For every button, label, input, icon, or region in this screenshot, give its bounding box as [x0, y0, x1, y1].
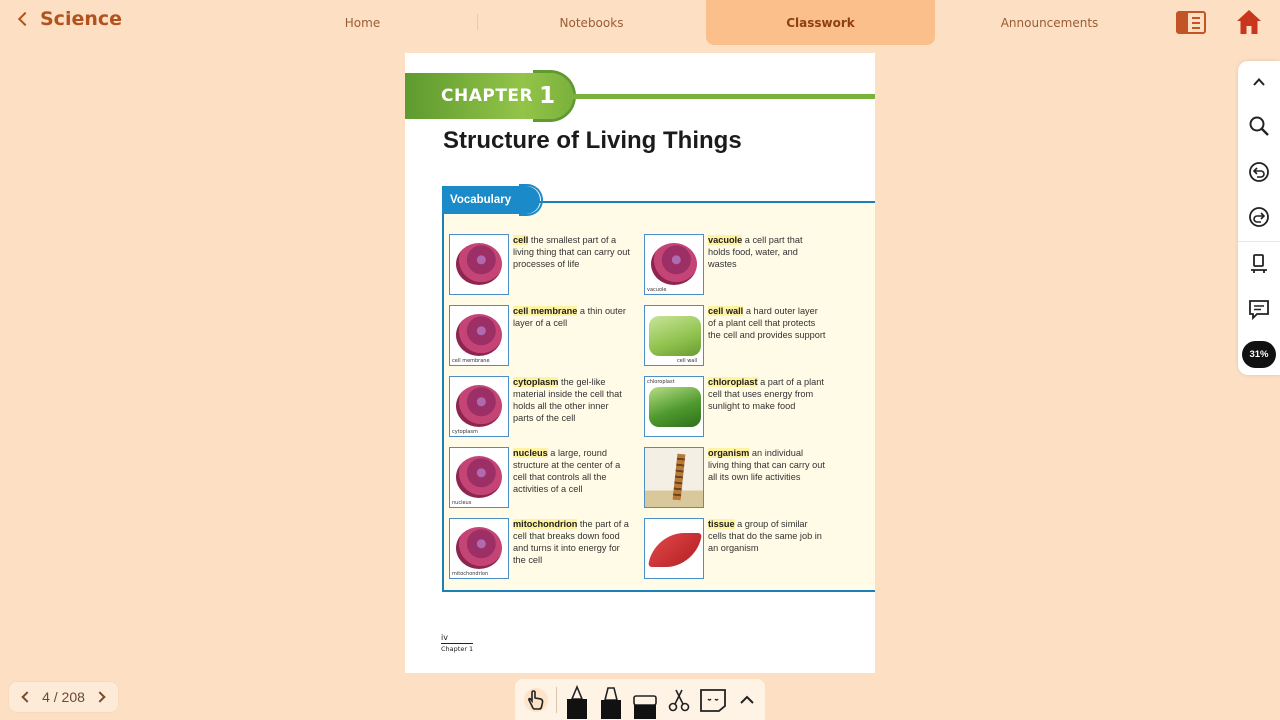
page-counter: 4 / 208 — [42, 689, 85, 705]
comment-icon[interactable] — [1247, 297, 1271, 321]
next-page-button[interactable] — [94, 689, 110, 705]
vocab-term: cytoplasm — [513, 377, 559, 387]
eraser-icon[interactable] — [628, 681, 662, 719]
pen-icon[interactable] — [560, 681, 594, 719]
vocab-term: organism — [708, 448, 750, 458]
chevron-right-icon — [95, 691, 106, 702]
vocab-definition: organism an individual living thing that can carry out all its own life activities — [708, 448, 825, 482]
vocab-definition: nucleus a large, round structure at the center of a cell that controls all the activities of a cell — [513, 448, 621, 494]
previous-page-button[interactable] — [17, 689, 33, 705]
undo-icon[interactable] — [1247, 160, 1271, 184]
vocab-entry-chloroplast — [644, 376, 839, 447]
vocab-entry-cell-wall — [644, 305, 839, 376]
back-button[interactable] — [14, 8, 122, 30]
vocab-entry-cell — [449, 234, 644, 305]
bottom-toolbar — [515, 679, 765, 720]
chevron-up-icon[interactable] — [1247, 70, 1271, 94]
chapter-banner — [405, 73, 573, 119]
giraffe-image — [644, 447, 704, 508]
home-icon[interactable] — [1236, 9, 1262, 35]
page-chapter-footer: Chapter 1 — [441, 645, 474, 653]
vocab-definition: cell wall a hard outer layer of a plant cell that protects the cell and provides support — [708, 306, 826, 340]
vocab-term: cell wall — [708, 306, 744, 316]
vocab-term: cell membrane — [513, 306, 578, 316]
vocab-definition: cytoplasm the gel-like material inside the cell that holds all the other inner parts of the cell — [513, 377, 622, 423]
vocab-entry-mitochondrion — [449, 518, 644, 589]
presenter-icon[interactable] — [1247, 252, 1271, 276]
hand-pointer-icon[interactable] — [519, 681, 553, 719]
vocab-term: tissue — [708, 519, 735, 529]
page-folio: iv — [441, 633, 473, 644]
page-title: Structure of Living Things — [443, 127, 742, 154]
vacuole-image: vacuole — [644, 234, 704, 295]
scissors-icon[interactable] — [662, 681, 696, 719]
vocab-definition: cell the smallest part of a living thing that can carry out processes of life — [513, 235, 630, 269]
chapter-number: 1 — [539, 83, 556, 109]
mitochondrion-image: mitochondrion — [449, 518, 509, 579]
search-icon[interactable] — [1247, 114, 1271, 138]
vocab-entry-cytoplasm — [449, 376, 644, 447]
tab-notebooks[interactable]: Notebooks — [477, 0, 706, 45]
vocab-definition: tissue a group of similar cells that do the same job in an organism — [708, 519, 822, 553]
vocab-definition: chloroplast a part of a plant cell that uses energy from sunlight to make food — [708, 377, 824, 411]
vocab-entry-vacuole — [644, 234, 839, 305]
toolbar-divider — [556, 687, 557, 713]
zoom-level-badge[interactable]: 31% — [1242, 341, 1276, 368]
chapter-word: CHAPTER — [441, 86, 534, 106]
subject-title: Science — [40, 8, 123, 30]
vocab-term: chloroplast — [708, 377, 758, 387]
chapter-rule — [573, 94, 875, 99]
cell-wall-image: cell wall — [644, 305, 704, 366]
nav-tabs — [248, 0, 1164, 45]
vocab-entry-nucleus — [449, 447, 644, 518]
chloroplast-image: chloroplast — [644, 376, 704, 437]
vocab-term: mitochondrion — [513, 519, 578, 529]
vocab-term: cell — [513, 235, 529, 245]
chevron-left-icon — [18, 12, 32, 26]
cell-image — [449, 234, 509, 295]
chevron-left-icon — [21, 691, 32, 702]
tab-home[interactable]: Home — [344, 15, 381, 30]
vocab-term: nucleus — [513, 448, 548, 458]
highlighter-icon[interactable] — [594, 681, 628, 719]
page-navigator — [9, 682, 118, 712]
sticky-note-icon[interactable] — [696, 681, 730, 719]
cell-membrane-image: cell membrane — [449, 305, 509, 366]
redo-icon[interactable] — [1247, 205, 1271, 229]
vocabulary-list — [449, 234, 849, 589]
right-toolbar — [1238, 61, 1280, 375]
nucleus-image: nucleus — [449, 447, 509, 508]
book-page — [405, 53, 875, 673]
tab-announcements[interactable]: Announcements — [1000, 15, 1099, 30]
vocab-definition: cell membrane a thin outer layer of a cell — [513, 306, 626, 328]
vocab-entry-organism — [644, 447, 839, 518]
vocab-entry-tissue — [644, 518, 839, 589]
vocab-definition: vacuole a cell part that holds food, water, and wastes — [708, 235, 803, 269]
vocab-term: vacuole — [708, 235, 743, 245]
vocab-definition: mitochondrion the part of a cell that breaks down food and turns it into energy for the cell — [513, 519, 629, 565]
tissue-image — [644, 518, 704, 579]
tab-classwork[interactable]: Classwork — [706, 0, 935, 45]
top-bar — [0, 0, 1280, 46]
cytoplasm-image: cytoplasm — [449, 376, 509, 437]
toolbar-divider — [1238, 241, 1280, 242]
book-reader-icon[interactable] — [1176, 11, 1206, 34]
vocabulary-label: Vocabulary — [442, 186, 540, 214]
vocab-entry-cell-membrane — [449, 305, 644, 376]
chevron-up-icon[interactable] — [730, 681, 764, 719]
